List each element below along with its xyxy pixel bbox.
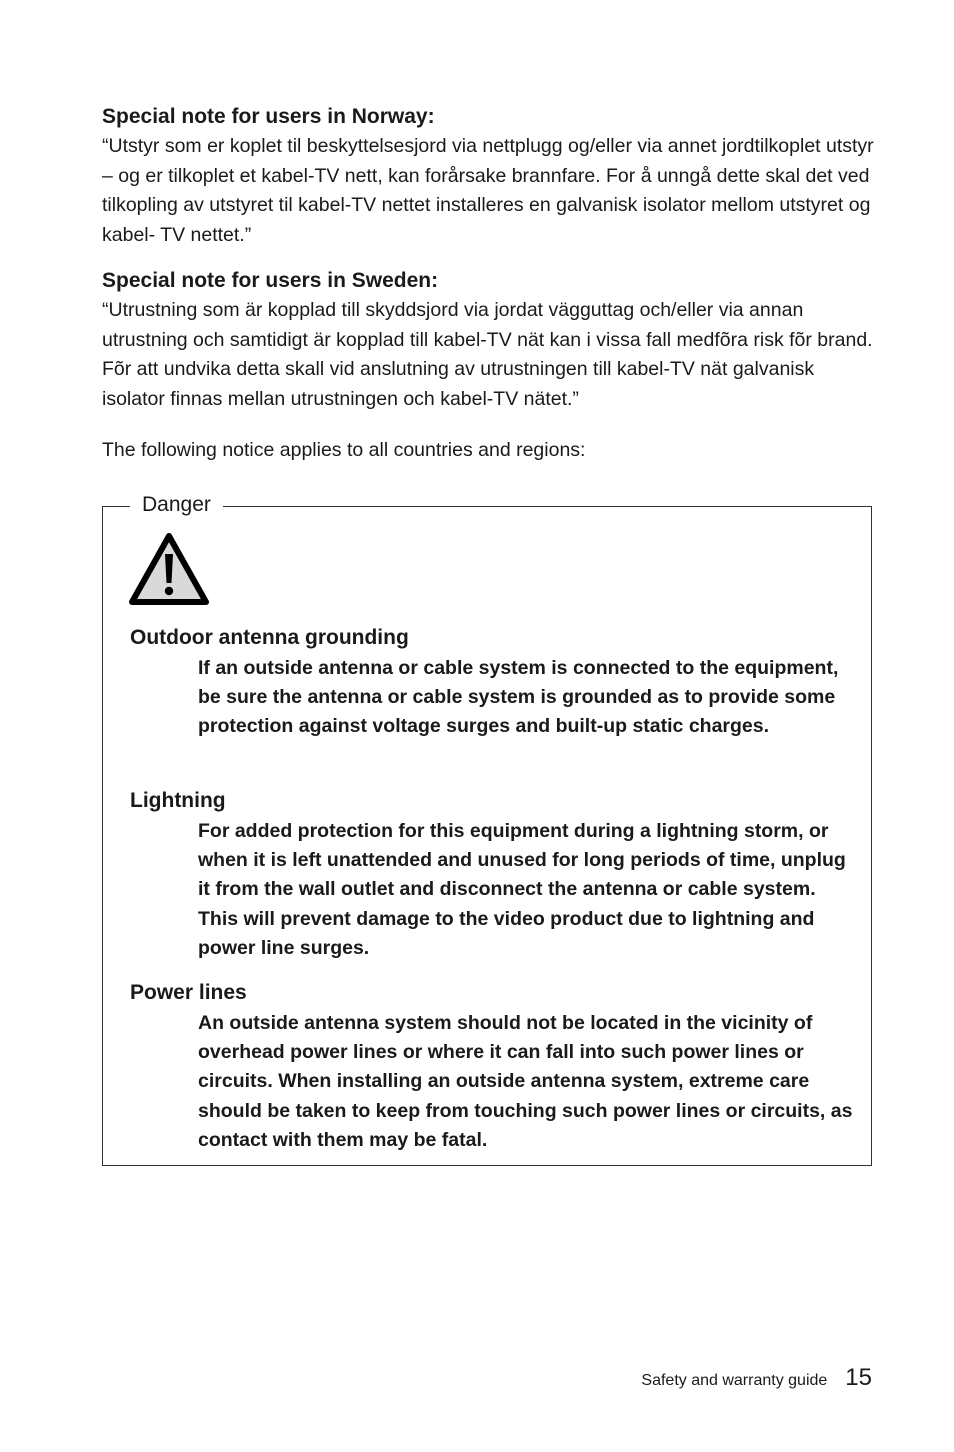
item-title: Lightning xyxy=(130,789,226,812)
sweden-heading: Special note for users in Sweden: xyxy=(102,269,439,292)
danger-item-power-lines xyxy=(130,979,860,1155)
norway-note xyxy=(102,104,877,250)
notice-text: The following notice applies to all countries and regions: xyxy=(102,439,586,461)
page-footer xyxy=(641,1364,872,1392)
sweden-note xyxy=(102,268,877,414)
page-number: 15 xyxy=(845,1364,872,1391)
norway-heading: Special note for users in Norway: xyxy=(102,105,435,128)
sweden-body: “Utrustning som är kopplad till skyddsjord via jordat vägguttag och/eller via annan utrustning och samtidigt är kopplad till kabel-TV nät kan i vissa fall medfõra risk fõr brand. Fõr att undvika detta skall vid anslutning av utrustningen till kabel-TV nät galvanisk isolator finnas mellan utrustningen och kabel-TV nätet.” xyxy=(102,299,873,410)
item-body: An outside antenna system should not be located in the vicinity of overhead power lines or where it can fall into such power lines or circuits. When installing an outside antenna system, extreme care should be taken to keep from touching such power lines or circuits, as contact with them may be fatal. xyxy=(198,1012,853,1151)
item-title: Power lines xyxy=(130,981,247,1004)
danger-label: Danger xyxy=(130,491,223,519)
item-body: For added protection for this equipment during a lightning storm, or when it is left unattended and unused for long periods of time, unplug it from the wall outlet and disconnect the antenna or cable system. This will prevent damage to the video product due to lightning and power line surges. xyxy=(198,820,846,959)
footer-title: Safety and warranty guide xyxy=(641,1372,828,1389)
warning-triangle-icon xyxy=(128,532,210,606)
norway-body: “Utstyr som er koplet til beskyttelsesjord via nettplugg og/eller via annet jordtilkoplet utstyr – og er tilkoplet et kabel-TV nett, kan forårsake brannfare. For å unngå dette skal det ved tilkopling av utstyret til kabel-TV nettet installeres en galvanisk isolator mellom utstyret og kabel- TV nettet.” xyxy=(102,135,874,246)
danger-item-lightning xyxy=(130,787,860,963)
item-title: Outdoor antenna grounding xyxy=(130,626,409,649)
danger-item-outdoor-antenna xyxy=(130,624,860,742)
item-body: If an outside antenna or cable system is connected to the equipment, be sure the antenna or cable system is grounded as to provide some protection against voltage surges and built-up static charges. xyxy=(198,657,839,738)
